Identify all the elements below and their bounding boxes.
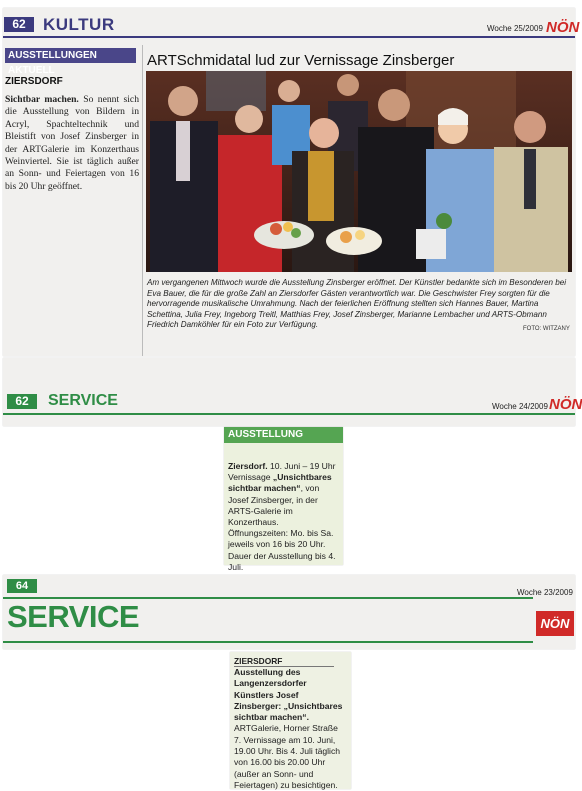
notice-body [228, 461, 340, 573]
headline-divider [142, 45, 143, 356]
notice-lead: Ziersdorf. [228, 461, 268, 471]
notice-label: AUSSTELLUNG [224, 427, 343, 443]
brand-text: NÖN [540, 616, 570, 631]
header-rule [3, 413, 575, 415]
footer-rule [3, 641, 533, 643]
week-label: Woche 25/2009 [487, 24, 543, 33]
brand-logo: NÖN [549, 396, 582, 413]
notice-title: „Unsichtbares sichtbar machen“ [228, 472, 332, 494]
article-text: So nennt sich die Ausstellung von Bildern in Acryl, Spachteltechnik und Bleistift von Josef Zinsberger in der ARTGalerie im Konzerthaus Weinviertel. Sie ist täglich außer an Sonn- und Feiertagen von 16 bis 20 Uhr geöffnet. [5, 94, 139, 192]
section-title: KULTUR [43, 15, 115, 34]
clipping-service-24 [3, 358, 582, 426]
headline: ARTSchmidatal lud zur Vernissage Zinsberger [147, 52, 455, 69]
article-body [5, 94, 139, 193]
notice-ziersdorf [230, 652, 351, 789]
photo-credit: FOTO: WITZANY [523, 326, 570, 332]
header-rule [3, 36, 575, 38]
notice-text-b: , von Josef Zinsberger, in der ARTS-Galerie im Konzerthaus. Öffnungszeiten: Mo. bis Sa. jeweils von 16 bis 20 Uhr. Dauer der Ausstellung bis 4. Juli. [228, 483, 336, 572]
article-lead: Sichtbar machen. [5, 94, 79, 105]
page-number: 62 [4, 17, 34, 32]
clipping-kultur [3, 8, 580, 356]
section-title: SERVICE [48, 392, 118, 409]
column-label: AUSSTELLUNGEN AKTUELL [5, 48, 136, 63]
week-label: Woche 23/2009 [517, 588, 573, 597]
notice-lead: Ausstellung des Langenzersdorfer Künstlers Josef Zinsberger: „Unsichtbares sichtbar machen“. [234, 667, 343, 723]
notice-text: ARTGalerie, Horner Straße 7. Vernissage am 10. Juni, 19.00 Uhr. Bis 4. Juli täglich von 16.00 bis 20.00 Uhr (außer an Sonn- und Feiertagen) zu besichtigen. [234, 723, 341, 790]
notice-text-a: 10. Juni – 19 Uhr Vernissage [228, 461, 336, 483]
group-photo [146, 71, 572, 272]
header-rule [3, 597, 533, 599]
brand-logo: NÖN [546, 19, 580, 36]
page-number: 64 [7, 579, 37, 593]
notice-body [234, 667, 346, 791]
notice-dateline: ZIERSDORF [234, 656, 283, 666]
notice-ausstellung [224, 427, 343, 572]
group-photo-graphic [146, 71, 572, 272]
page-number: 62 [7, 394, 37, 409]
clipping-service-23 [3, 575, 575, 649]
week-label: Woche 24/2009 [492, 402, 548, 411]
photo-caption: Am vergangenen Mittwoch wurde die Ausstellung Zinsberger eröffnet. Der Künstler bedankte sich im Besonderen bei Eva Bauer, die für die große Zahl an Ziersdorfer Gästen verantwortlich war. Die Geschwister Frey sorgten für die hervorragende musikalische Umrahmung. Nach der feierlichen Eröffnung stellten sich Hannes Bauer, Martina Schettina, Julia Frey, Ingeborg Treitl, Matthias Frey, Josef Zinsberger, Marianne Lembacher und ARTS-Obmann Friedrich Damköhler für ein Foto zur Verfügung. [147, 278, 567, 330]
dateline: ZIERSDORF [5, 76, 63, 87]
section-title-big: SERVICE [7, 599, 140, 634]
brand-logo [536, 611, 574, 636]
